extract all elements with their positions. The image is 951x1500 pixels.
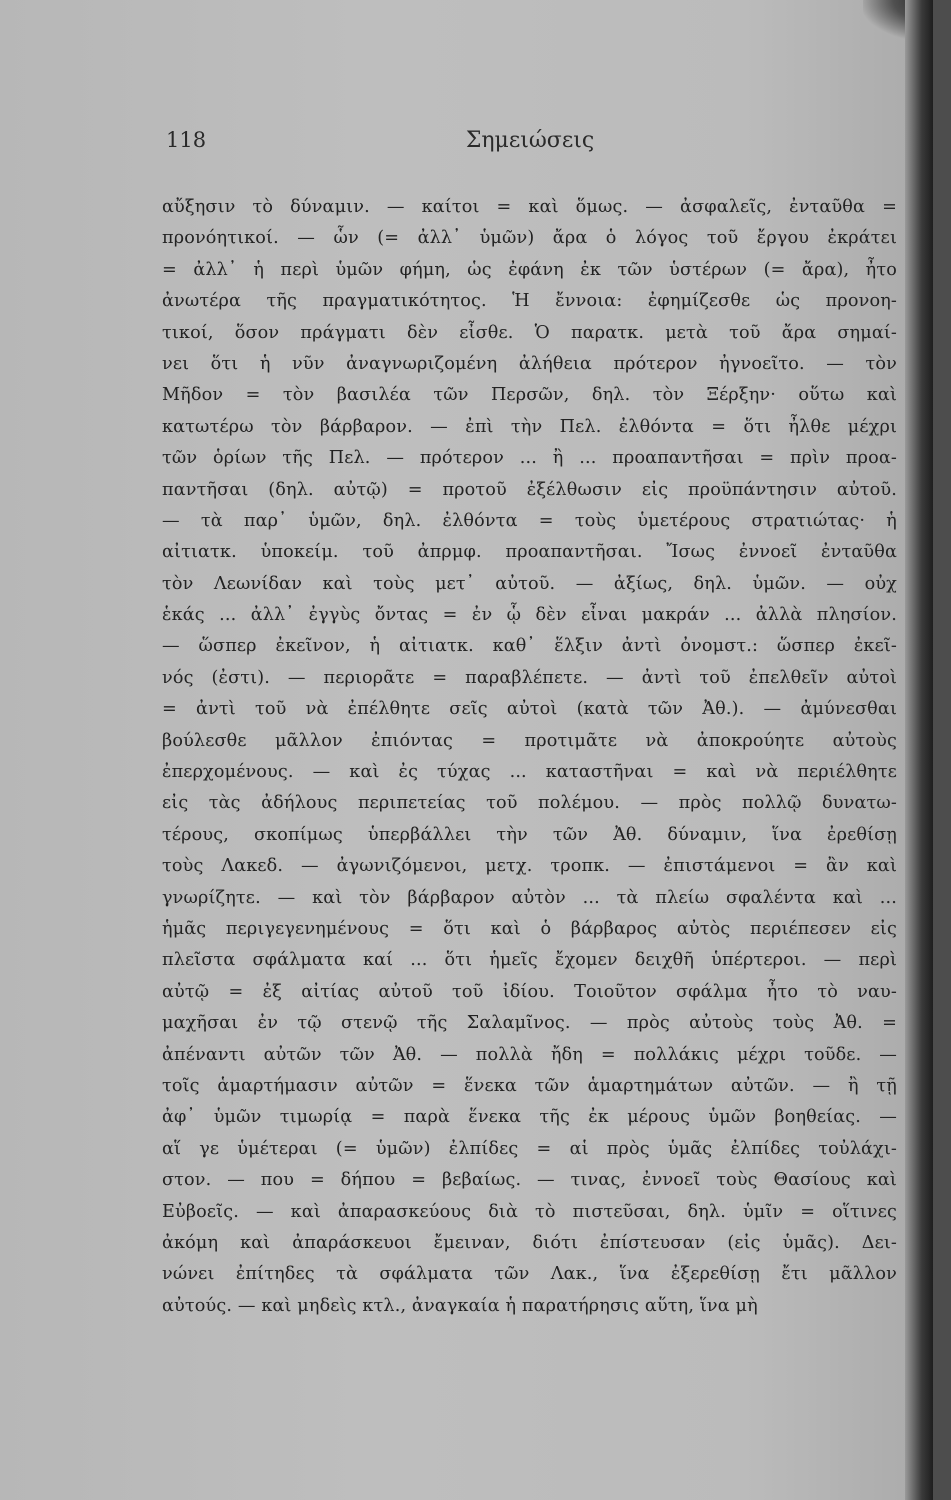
text-line: = ἀλλ᾽ ἡ περὶ ὑμῶν φήμη, ὡς ἐφάνη ἐκ τῶν ὑστέρων (= ἄρα), ἦτο xyxy=(162,259,897,280)
text-line: Εὐβοεῖς. — καὶ ἀπαρασκεύους διὰ τὸ πιστεῦσαι, δηλ. ὑμῖν = οἵτινες xyxy=(162,1201,897,1222)
text-line: Μῆδον = τὸν βασιλέα τῶν Περσῶν, δηλ. τὸν Ξέρξην· οὕτω καὶ xyxy=(162,385,897,406)
text-line: τὸν Λεωνίδαν καὶ τοὺς μετ᾽ αὐτοῦ. — ἀξίως, δηλ. ὑμῶν. — οὐχ xyxy=(162,573,897,594)
text-line: ἐπερχομένους. — καὶ ἐς τύχας ... καταστῆναι = καὶ νὰ περιέλθητε xyxy=(162,762,897,783)
text-line: νει ὅτι ἡ νῦν ἀναγνωριζομένη ἀλήθεια πρότερον ἠγνοεῖτο. — τὸν xyxy=(162,353,897,374)
text-line: ἑκάς ... ἀλλ᾽ ἐγγὺς ὄντας = ἐν ᾧ δὲν εἶναι μακράν ... ἀλλὰ πλησίον. xyxy=(162,605,897,626)
text-line: γνωρίζητε. — καὶ τὸν βάρβαρον αὐτὸν ... τὰ πλείω σφαλέντα καὶ ... xyxy=(162,887,897,908)
text-line: τικοί, ὅσον πράγματι δὲν εἶσθε. Ὁ παρατκ. μετὰ τοῦ ἄρα σημαί- xyxy=(162,322,897,343)
text-line: πλεῖστα σφάλματα καί ... ὅτι ἡμεῖς ἔχομεν δειχθῆ ὑπέρτεροι. — περὶ xyxy=(162,950,897,971)
text-line: μαχῆσαι ἐν τῷ στενῷ τῆς Σαλαμῖνος. — πρὸς αὐτοὺς τοὺς Ἀθ. = xyxy=(162,1013,897,1034)
text-line: στον. — που = δήπου = βεβαίως. — τινας, ἐννοεῖ τοὺς Θασίους καὶ xyxy=(162,1170,897,1191)
text-line: αὐτῷ = ἐξ αἰτίας αὐτοῦ τοῦ ἰδίου. Τοιοῦτον σφάλμα ἦτο τὸ ναυ- xyxy=(162,981,897,1002)
text-line: βούλεσθε μᾶλλον ἐπιόντας = προτιμᾶτε νὰ ἀποκρούητε αὐτοὺς xyxy=(162,730,897,751)
body-text xyxy=(162,192,897,1322)
text-line: αἰτιατκ. ὑποκείμ. τοῦ ἀπρμφ. προαπαντῆσαι. Ἴσως ἐννοεῖ ἐνταῦθα xyxy=(162,542,897,563)
text-line: αἵ γε ὑμέτεραι (= ὑμῶν) ἐλπίδες = αἱ πρὸς ὑμᾶς ἐλπίδες τοὐλάχι- xyxy=(162,1138,897,1159)
text-line: τέρους, σκοπίμως ὑπερβάλλει τὴν τῶν Ἀθ. δύναμιν, ἵνα ἐρεθίσῃ xyxy=(162,824,897,845)
text-line: τοὺς Λακεδ. — ἀγωνιζόμενοι, μετχ. τροπκ. — ἐπιστάμενοι = ἂν καὶ xyxy=(162,856,897,877)
text-line: ἀκόμη καὶ ἀπαράσκευοι ἔμειναν, διότι ἐπίστευσαν (εἰς ὑμᾶς). Δει- xyxy=(162,1232,897,1253)
text-line: ἀφ᾽ ὑμῶν τιμωρίᾳ = παρὰ ἕνεκα τῆς ἐκ μέρους ὑμῶν βοηθείας. — xyxy=(162,1107,897,1128)
text-line: — ὥσπερ ἐκεῖνον, ἡ αἰτιατκ. καθ᾽ ἕλξιν ἀντὶ ὀνομστ.: ὥσπερ ἐκεῖ- xyxy=(162,636,897,657)
text-line: κατωτέρω τὸν βάρβαρον. — ἐπὶ τὴν Πελ. ἐλθόντα = ὅτι ἦλθε μέχρι xyxy=(162,416,897,437)
text-line: αὔξησιν τὸ δύναμιν. — καίτοι = καὶ ὅμως. — ἀσφαλεῖς, ἐνταῦθα = xyxy=(162,197,897,217)
text-line: προνόητικοί. — ὧν (= ἀλλ᾽ ὑμῶν) ἄρα ὁ λόγος τοῦ ἔργου ἐκράτει xyxy=(162,228,897,249)
text-line: νός (ἐστι). — περιορᾶτε = παραβλέπετε. — ἀντὶ τοῦ ἐπελθεῖν αὐτοὶ xyxy=(162,667,897,688)
text-line: ἀπέναντι αὐτῶν τῶν Ἀθ. — πολλὰ ἤδη = πολλάκις μέχρι τοῦδε. — xyxy=(162,1044,897,1065)
page-header xyxy=(166,128,894,160)
text-line: νώνει ἐπίτηδες τὰ σφάλματα τῶν Λακ., ἵνα ἐξερεθίσῃ ἔτι μᾶλλον xyxy=(162,1264,897,1285)
text-line: — τὰ παρ᾽ ὑμῶν, δηλ. ἐλθόντα = τοὺς ὑμετέρους στρατιώτας· ἡ xyxy=(162,510,897,531)
text-line: αὐτούς. — καὶ μηδεὶς κτλ., ἀναγκαία ἡ παρατήρησις αὕτη, ἵνα μὴ xyxy=(162,1295,758,1316)
page-number: 118 xyxy=(166,128,207,152)
text-line: παντῆσαι (δηλ. αὐτῷ) = προτοῦ ἐξέλθωσιν εἰς προϋπάντησιν αὐτοῦ. xyxy=(162,479,897,500)
text-line: τοῖς ἁμαρτήμασιν αὐτῶν = ἕνεκα τῶν ἁμαρτημάτων αὐτῶν. — ἢ τῇ xyxy=(162,1075,897,1096)
text-line: ἡμᾶς περιγεγενημένους = ὅτι καὶ ὁ βάρβαρος αὐτὸς περιέπεσεν εἰς xyxy=(162,918,897,939)
binding-shadow xyxy=(905,0,933,1500)
text-line: ἀνωτέρα τῆς πραγματικότητος. Ἡ ἔννοια: ἐφημίζεσθε ὡς προνοη- xyxy=(162,291,897,312)
text-line: τῶν ὁρίων τῆς Πελ. — πρότερον ... ἢ ... προαπαντῆσαι = πρὶν προα- xyxy=(162,448,897,469)
running-title: Σημειώσεις xyxy=(465,128,595,153)
text-line: = ἀντὶ τοῦ νὰ ἐπέλθητε σεῖς αὐτοὶ (κατὰ τῶν Ἀθ.). — ἀμύνεσθαι xyxy=(162,699,897,720)
text-line: εἰς τὰς ἀδήλους περιπετείας τοῦ πολέμου. — πρὸς πολλῷ δυνατω- xyxy=(162,793,897,814)
